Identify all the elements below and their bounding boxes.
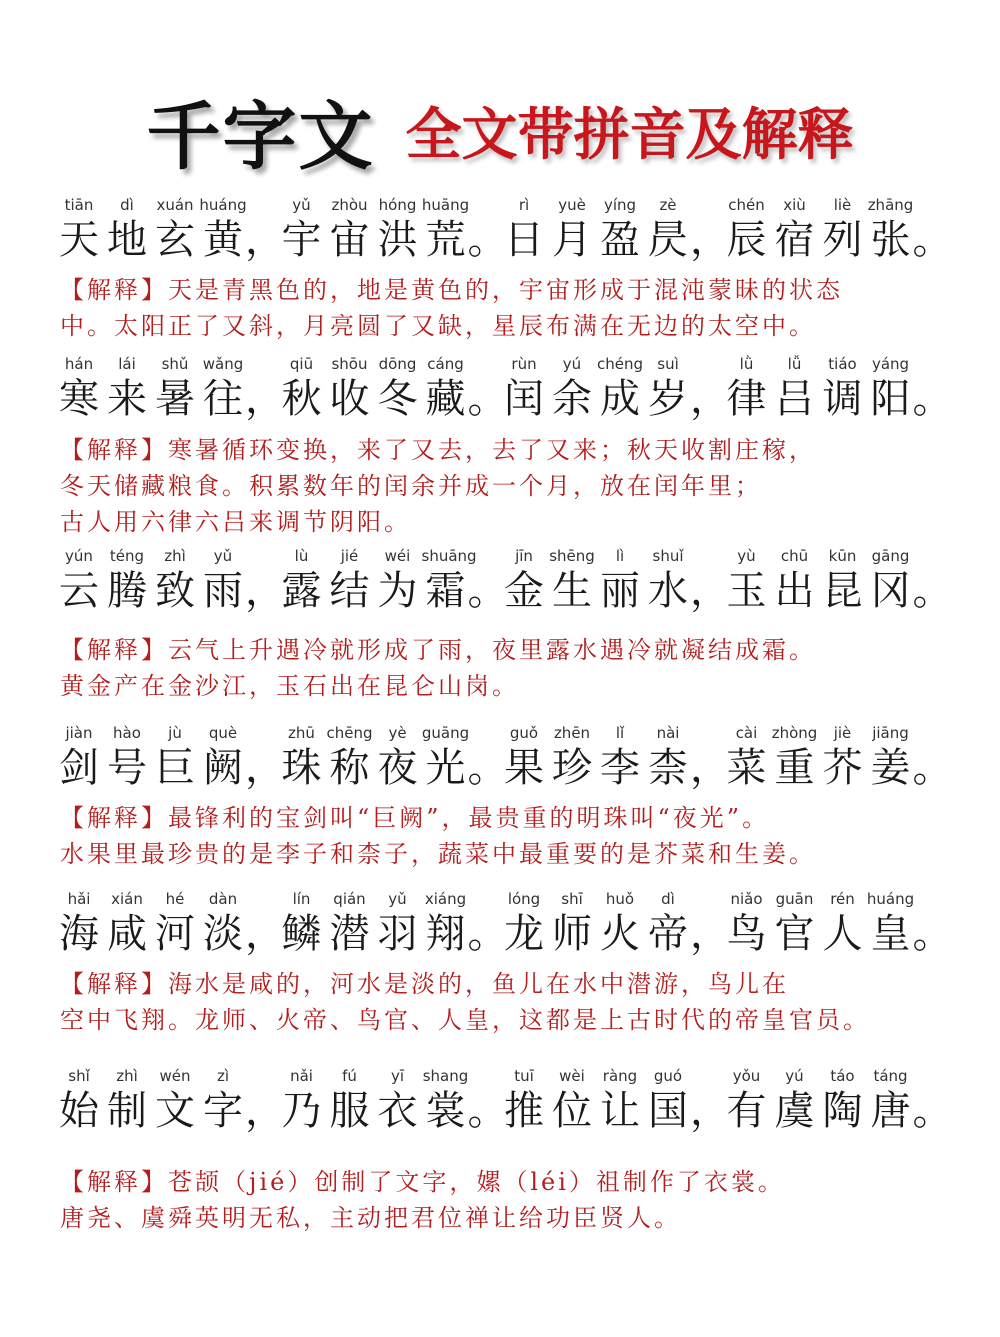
- pinyin: niǎo: [730, 890, 763, 908]
- explanation: [60, 272, 950, 344]
- hanzi: 淡: [203, 911, 243, 957]
- hanzi: 辰: [726, 217, 767, 263]
- hanzi: 宇: [281, 217, 322, 263]
- pinyin: shēng: [549, 547, 595, 565]
- hanzi: 位: [552, 1088, 592, 1134]
- hanzi: 秋: [281, 376, 322, 422]
- hanzi: 成: [600, 376, 640, 422]
- hanzi: 姜: [870, 745, 911, 791]
- punctuation: 。: [912, 217, 953, 263]
- punctuation: 。: [912, 1088, 953, 1134]
- pinyin: chéng: [596, 355, 643, 373]
- hanzi: 海: [59, 911, 99, 957]
- pinyin: dì: [120, 196, 134, 214]
- explanation-line: 【解释】寒暑循环变换，来了又去，去了又来；秋天收割庄稼，: [60, 436, 816, 464]
- pinyin: jié: [340, 547, 359, 565]
- explanation-line: 黄金产在金沙江，玉石出在昆仑山岗。: [60, 672, 519, 700]
- pinyin: lín: [292, 890, 311, 908]
- hanzi: 光: [425, 745, 466, 791]
- pinyin: tiáo: [828, 355, 857, 373]
- pinyin: zhēn: [553, 724, 591, 742]
- hanzi: 始: [59, 1088, 99, 1134]
- pinyin: shī: [561, 890, 583, 908]
- hanzi: 称: [329, 745, 370, 791]
- verse-line: [55, 547, 953, 627]
- hanzi: 冬: [377, 376, 418, 422]
- hanzi: 国: [648, 1088, 688, 1134]
- pinyin: táo: [830, 1067, 855, 1085]
- hanzi: 宙: [329, 217, 370, 263]
- pinyin: xiù: [783, 196, 806, 214]
- hanzi: 昃: [648, 217, 688, 263]
- punctuation: ，: [245, 911, 285, 957]
- punctuation: ，: [690, 745, 730, 791]
- pinyin: qiū: [289, 355, 314, 373]
- hanzi: 洪: [377, 217, 418, 263]
- punctuation: ，: [690, 217, 730, 263]
- explanation: [60, 966, 950, 1038]
- pinyin: huāng: [421, 196, 470, 214]
- explanation-line: 【解释】海水是咸的，河水是淡的，鱼儿在水中潜游，鸟儿在: [60, 970, 789, 998]
- punctuation: ，: [245, 568, 285, 614]
- hanzi: 往: [203, 376, 243, 422]
- hanzi: 鳞: [281, 911, 322, 957]
- pinyin: huáng: [199, 196, 247, 214]
- pinyin: jiāng: [872, 724, 909, 742]
- hanzi: 让: [600, 1088, 640, 1134]
- hanzi: 寒: [59, 376, 99, 422]
- hanzi: 文: [155, 1088, 195, 1134]
- pinyin: yè: [388, 724, 407, 742]
- explanation-line: 【解释】云气上升遇冷就形成了雨，夜里露水遇冷就凝结成霜。: [60, 636, 816, 664]
- pinyin: yǒu: [732, 1067, 761, 1085]
- hanzi: 有: [726, 1088, 767, 1134]
- pinyin: cài: [735, 724, 758, 742]
- hanzi: 字: [203, 1088, 243, 1134]
- pinyin: zhāng: [867, 196, 914, 214]
- pinyin: dì: [661, 890, 675, 908]
- hanzi: 丽: [600, 568, 640, 614]
- hanzi: 制: [107, 1088, 147, 1134]
- pinyin: huáng: [866, 890, 915, 908]
- pinyin: cáng: [427, 355, 464, 373]
- verse-phrase: [723, 355, 1000, 435]
- hanzi: 玉: [726, 568, 767, 614]
- verse-phrase: [723, 1067, 1000, 1147]
- hanzi: 日: [504, 217, 544, 263]
- hanzi: 昆: [822, 568, 863, 614]
- pinyin: yǔ: [292, 196, 311, 214]
- hanzi: 李: [600, 745, 640, 791]
- pinyin: jīn: [515, 547, 533, 565]
- explanation-line: 中。太阳正了又斜，月亮圆了又缺，星辰布满在无边的太空中。: [60, 312, 816, 340]
- verse-line: [55, 890, 953, 970]
- hanzi: 玄: [155, 217, 195, 263]
- pinyin: hán: [64, 355, 94, 373]
- punctuation: 。: [912, 376, 953, 422]
- pinyin: lái: [118, 355, 136, 373]
- hanzi: 号: [107, 745, 147, 791]
- hanzi: 雨: [203, 568, 243, 614]
- pinyin: zhì: [164, 547, 186, 565]
- pinyin: yún: [65, 547, 93, 565]
- hanzi: 龙: [504, 911, 544, 957]
- pinyin: chēng: [326, 724, 373, 742]
- punctuation: ，: [245, 376, 285, 422]
- verse-phrase: [723, 724, 1000, 804]
- pinyin: zhòng: [771, 724, 818, 742]
- pinyin: shuāng: [421, 547, 477, 565]
- hanzi: 火: [600, 911, 640, 957]
- pinyin: qián: [333, 890, 366, 908]
- pinyin: dōng: [378, 355, 417, 373]
- explanation-line: 古人用六律六吕来调节阴阳。: [60, 508, 411, 536]
- pinyin: zhòu: [331, 196, 368, 214]
- hanzi: 果: [504, 745, 544, 791]
- hanzi: 月: [552, 217, 592, 263]
- hanzi: 阙: [203, 745, 243, 791]
- verse-phrase: [723, 196, 1000, 276]
- verse-line: [55, 1067, 953, 1147]
- punctuation: 。: [467, 217, 508, 263]
- pinyin: dàn: [208, 890, 238, 908]
- hanzi: 水: [648, 568, 688, 614]
- hanzi: 结: [329, 568, 370, 614]
- pinyin: yáng: [871, 355, 910, 373]
- explanation-line: 水果里最珍贵的是李子和柰子，蔬菜中最重要的是芥菜和生姜。: [60, 840, 816, 868]
- pinyin: shang: [422, 1067, 469, 1085]
- pinyin: lì: [615, 547, 625, 565]
- hanzi: 裳: [425, 1088, 466, 1134]
- punctuation: ，: [245, 217, 285, 263]
- punctuation: ，: [690, 568, 730, 614]
- hanzi: 皇: [870, 911, 911, 957]
- explanation-line: 冬天储藏粮食。积累数年的闰余并成一个月，放在闰年里；: [60, 472, 762, 500]
- pinyin: wèi: [559, 1067, 585, 1085]
- pinyin: rùn: [511, 355, 537, 373]
- punctuation: ，: [245, 745, 285, 791]
- hanzi: 吕: [774, 376, 815, 422]
- hanzi: 岁: [648, 376, 688, 422]
- pinyin: lù: [294, 547, 309, 565]
- hanzi: 鸟: [726, 911, 767, 957]
- pinyin: huǒ: [605, 890, 635, 908]
- hanzi: 乃: [281, 1088, 322, 1134]
- verse-line: [55, 724, 953, 804]
- pinyin: yú: [562, 355, 582, 373]
- explanation-line: 【解释】苍颉（jié）创制了文字，嫘（léi）祖制作了衣裳。: [60, 1168, 785, 1196]
- title-main: 千字文: [146, 94, 375, 180]
- pinyin: nǎi: [290, 1067, 313, 1085]
- explanation-line: 【解释】最锋利的宝剑叫“巨阙”，最贵重的明珠叫“夜光”。: [60, 804, 770, 832]
- punctuation: ，: [690, 911, 730, 957]
- pinyin: lǚ: [787, 355, 802, 373]
- pinyin: hé: [165, 890, 185, 908]
- hanzi: 宿: [774, 217, 815, 263]
- hanzi: 师: [552, 911, 592, 957]
- hanzi: 珠: [281, 745, 322, 791]
- hanzi: 巨: [155, 745, 195, 791]
- hanzi: 帝: [648, 911, 688, 957]
- hanzi: 腾: [107, 568, 147, 614]
- hanzi: 致: [155, 568, 195, 614]
- pinyin: hào: [113, 724, 141, 742]
- hanzi: 翔: [425, 911, 466, 957]
- verse-line: [55, 355, 953, 435]
- hanzi: 夜: [377, 745, 418, 791]
- punctuation: 。: [912, 568, 953, 614]
- hanzi: 阳: [870, 376, 911, 422]
- pinyin: shǔ: [161, 355, 189, 373]
- hanzi: 调: [822, 376, 863, 422]
- hanzi: 冈: [870, 568, 911, 614]
- hanzi: 荒: [425, 217, 466, 263]
- hanzi: 潜: [329, 911, 370, 957]
- punctuation: 。: [912, 745, 953, 791]
- explanation: [60, 632, 950, 704]
- hanzi: 咸: [107, 911, 147, 957]
- verse-line: [55, 196, 953, 276]
- pinyin: suì: [657, 355, 679, 373]
- pinyin: xiáng: [424, 890, 467, 908]
- hanzi: 剑: [59, 745, 99, 791]
- hanzi: 黄: [203, 217, 243, 263]
- pinyin: jiàn: [65, 724, 93, 742]
- pinyin: tiān: [64, 196, 94, 214]
- hanzi: 霜: [425, 568, 466, 614]
- punctuation: 。: [467, 1088, 508, 1134]
- pinyin: zhū: [288, 724, 315, 742]
- hanzi: 地: [107, 217, 147, 263]
- pinyin: shōu: [331, 355, 368, 373]
- punctuation: 。: [467, 911, 508, 957]
- punctuation: ，: [690, 1088, 730, 1134]
- hanzi: 金: [504, 568, 544, 614]
- hanzi: 藏: [425, 376, 466, 422]
- pinyin: yǔ: [388, 890, 407, 908]
- hanzi: 露: [281, 568, 322, 614]
- pinyin: tuī: [514, 1067, 534, 1085]
- punctuation: 。: [912, 911, 953, 957]
- pinyin: gāng: [871, 547, 910, 565]
- hanzi: 生: [552, 568, 592, 614]
- pinyin: yī: [390, 1067, 405, 1085]
- hanzi: 河: [155, 911, 195, 957]
- hanzi: 芥: [822, 745, 863, 791]
- hanzi: 列: [822, 217, 863, 263]
- pinyin: nài: [656, 724, 680, 742]
- hanzi: 云: [59, 568, 99, 614]
- pinyin: kūn: [828, 547, 857, 565]
- hanzi: 珍: [552, 745, 592, 791]
- hanzi: 重: [774, 745, 815, 791]
- pinyin: xuán: [156, 196, 194, 214]
- pinyin: guó: [653, 1067, 683, 1085]
- pinyin: rì: [518, 196, 530, 214]
- punctuation: 。: [467, 376, 508, 422]
- pinyin: yù: [737, 547, 756, 565]
- pinyin: chén: [728, 196, 765, 214]
- hanzi: 羽: [377, 911, 418, 957]
- hanzi: 暑: [155, 376, 195, 422]
- header: [0, 78, 1000, 180]
- pinyin: wéi: [384, 547, 411, 565]
- hanzi: 出: [774, 568, 815, 614]
- hanzi: 衣: [377, 1088, 418, 1134]
- punctuation: 。: [467, 745, 508, 791]
- pinyin: lǐ: [615, 724, 625, 742]
- pinyin: què: [208, 724, 238, 742]
- hanzi: 虞: [774, 1088, 815, 1134]
- title-subtitle: 全文带拼音及解释: [405, 103, 854, 168]
- pinyin: yuè: [558, 196, 586, 214]
- explanation-line: 空中飞翔。龙师、火帝、鸟官、人皇，这都是上古时代的帝皇官员。: [60, 1006, 870, 1034]
- pinyin: yíng: [603, 196, 637, 214]
- hanzi: 服: [329, 1088, 370, 1134]
- pinyin: guāng: [421, 724, 470, 742]
- hanzi: 天: [59, 217, 99, 263]
- hanzi: 唐: [870, 1088, 911, 1134]
- explanation-line: 【解释】天是青黑色的，地是黄色的，宇宙形成于混沌蒙昧的状态: [60, 276, 843, 304]
- hanzi: 张: [870, 217, 911, 263]
- hanzi: 人: [822, 911, 863, 957]
- pinyin: liè: [833, 196, 852, 214]
- punctuation: 。: [467, 568, 508, 614]
- pinyin: lǜ: [739, 355, 754, 373]
- pinyin: shuǐ: [652, 547, 684, 565]
- verse-phrase: [723, 890, 1000, 970]
- pinyin: jù: [168, 724, 182, 742]
- hanzi: 柰: [648, 745, 688, 791]
- pinyin: wén: [159, 1067, 191, 1085]
- pinyin: yú: [785, 1067, 804, 1085]
- hanzi: 为: [377, 568, 418, 614]
- pinyin: shǐ: [68, 1067, 90, 1085]
- punctuation: ，: [690, 376, 730, 422]
- pinyin: ràng: [602, 1067, 638, 1085]
- pinyin: hǎi: [67, 890, 91, 908]
- punctuation: ，: [245, 1088, 285, 1134]
- pinyin: chū: [780, 547, 809, 565]
- pinyin: téng: [109, 547, 145, 565]
- pinyin: guǒ: [509, 724, 539, 742]
- explanation: [60, 1164, 950, 1236]
- pinyin: zì: [216, 1067, 230, 1085]
- pinyin: hóng: [378, 196, 417, 214]
- pinyin: rén: [830, 890, 855, 908]
- hanzi: 来: [107, 376, 147, 422]
- hanzi: 官: [774, 911, 815, 957]
- pinyin: wǎng: [202, 355, 244, 373]
- pinyin: jiè: [833, 724, 852, 742]
- pinyin: lóng: [507, 890, 541, 908]
- explanation: [60, 432, 950, 540]
- hanzi: 推: [504, 1088, 544, 1134]
- hanzi: 盈: [600, 217, 640, 263]
- hanzi: 闰: [504, 376, 544, 422]
- hanzi: 陶: [822, 1088, 863, 1134]
- hanzi: 余: [552, 376, 592, 422]
- explanation: [60, 800, 950, 872]
- pinyin: xián: [111, 890, 143, 908]
- hanzi: 菜: [726, 745, 767, 791]
- pinyin: yǔ: [213, 547, 233, 565]
- pinyin: zè: [659, 196, 677, 214]
- verse-phrase: [723, 547, 1000, 627]
- pinyin: fú: [342, 1067, 357, 1085]
- pinyin: zhì: [116, 1067, 138, 1085]
- hanzi: 收: [329, 376, 370, 422]
- pinyin: táng: [873, 1067, 908, 1085]
- pinyin: guān: [775, 890, 814, 908]
- explanation-line: 唐尧、虞舜英明无私，主动把君位禅让给功臣贤人。: [60, 1204, 681, 1232]
- hanzi: 律: [726, 376, 767, 422]
